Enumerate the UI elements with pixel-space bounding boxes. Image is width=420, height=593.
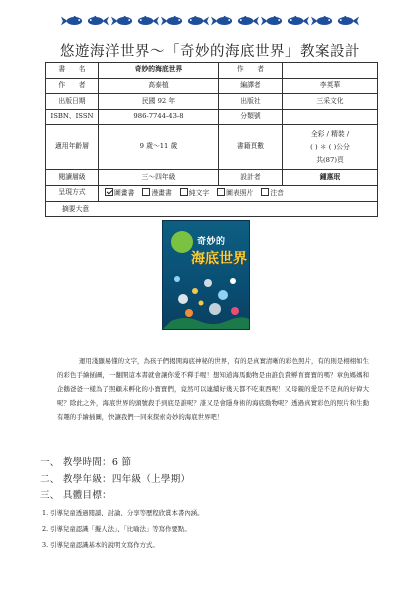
info-value: 三采文化	[283, 94, 378, 110]
teaching-time: 一、 教學時間：6 節	[40, 457, 132, 468]
cover-title-large: 海底世界	[191, 250, 247, 267]
summary-text: 運用淺顯易懂的文字，為孩子們揭開海底神秘的世界，有的是真實清晰的彩色照片，有的則是栩栩如生的彩色手繪插圖，一翻開這本書就會讓你愛不釋手喔！想知道海馬動物是由誰負責孵育寶寶的嗎？章魚媽媽和企鵝爸爸一樣為了照顧未孵化的小寶寶們，竟然可以連續好幾天都不吃東西呢！又母親的愛是不是真的好偉大呢？除此之外，海底世界的頭號殺手到底是誰呢？誰又是會隱身術的海底動物呢？透過真實彩色的照片和生動有趣的手繪插圖，快讓我們一同來探索奇妙的海底世界吧！	[57, 356, 369, 421]
info-label: 編譯者	[219, 78, 283, 94]
info-value: 986-7744-43-8	[99, 109, 219, 125]
info-row	[46, 170, 378, 186]
info-label: 書 名	[46, 63, 99, 79]
presentation-option	[261, 189, 284, 197]
info-row	[46, 94, 378, 110]
objectives-heading: 三、 具體目標：	[40, 490, 112, 501]
info-value: 高泰植	[99, 78, 219, 94]
presentation-option	[142, 189, 171, 197]
checked-checkbox-icon	[105, 188, 113, 196]
fish-decoration-row	[60, 14, 360, 28]
info-value: 9 歲～11 歲	[99, 125, 219, 170]
presentation-options	[99, 185, 378, 201]
cover-title-small: 奇妙的	[197, 236, 226, 247]
objective-item: 1. 引導兒童透過閱讀、討論、分享等歷程欣賞本書內涵。	[42, 508, 204, 517]
summary-row	[46, 201, 378, 217]
teaching-grade: 二、 教學年級：四年級（上學期）	[40, 473, 191, 485]
info-label: 分類號	[219, 109, 283, 125]
info-value: 三～四年級	[99, 170, 219, 186]
fish-icon	[260, 15, 285, 27]
fish-icon	[110, 15, 135, 27]
book-info-table	[45, 62, 378, 421]
designer-value: 鍾惠珉	[283, 170, 378, 186]
fish-icon	[135, 15, 160, 27]
fish-icon	[310, 15, 335, 27]
info-label: 作 者	[219, 63, 283, 79]
presentation-option-label: 圖畫書	[114, 189, 135, 198]
fish-icon	[185, 15, 210, 27]
presentation-option-label: 純文字	[188, 189, 210, 198]
fish-icon	[210, 15, 235, 27]
page-count-value	[283, 125, 378, 170]
info-label: 出版日期	[46, 94, 99, 110]
checkbox-icon	[180, 188, 188, 196]
info-label: 呈現方式	[46, 185, 99, 201]
lesson-plan	[40, 455, 204, 553]
checkbox-icon	[217, 188, 225, 196]
info-value: 李英華	[283, 78, 378, 94]
page-title: 悠遊海洋世界～「奇妙的海底世界」教案設計	[60, 44, 360, 60]
presentation-option	[180, 189, 209, 197]
page-count-line: 全彩 / 精裝 /	[310, 129, 350, 138]
info-label: 閱讀層級	[46, 170, 99, 186]
book-cover-image	[162, 220, 250, 330]
fish-icon	[285, 15, 310, 27]
fish-icon	[160, 15, 185, 27]
fish-icon	[235, 15, 260, 27]
info-label: 作 者	[46, 78, 99, 94]
presentation-option	[105, 189, 134, 197]
info-value	[283, 63, 378, 79]
info-value	[283, 109, 378, 125]
info-label: 出版社	[219, 94, 283, 110]
fish-icon	[335, 15, 360, 27]
info-label: 設計者	[219, 170, 283, 186]
info-row	[46, 185, 378, 201]
fish-icon	[85, 15, 110, 27]
checkbox-icon	[261, 188, 269, 196]
info-row	[46, 63, 378, 79]
info-row	[46, 78, 378, 94]
info-value: 奇妙的海底世界	[99, 63, 219, 79]
presentation-option-label: 漫畫書	[151, 189, 172, 198]
summary-cell	[46, 201, 378, 421]
checkbox-icon	[142, 188, 150, 196]
info-label: 適用年齡層	[46, 125, 99, 170]
info-label: ISBN、ISSN	[46, 109, 99, 125]
objective-item: 3. 引導兒童認識基本的說明文寫作方式。	[42, 540, 159, 549]
info-row	[46, 125, 378, 170]
info-row	[46, 109, 378, 125]
objective-item: 2. 引導兒童認識「擬人法」、「比喻法」等寫作要點。	[42, 524, 191, 533]
presentation-option-label: 注音	[270, 189, 284, 198]
publisher-badge	[171, 231, 193, 253]
page-count-line: ( ) ＊ ( )公分	[310, 142, 350, 151]
summary-heading: 摘要大意	[62, 204, 90, 213]
presentation-option	[217, 189, 253, 197]
info-value: 民國 92 年	[99, 94, 219, 110]
fish-icon	[60, 15, 85, 27]
presentation-option-label: 圖表照片	[226, 189, 254, 198]
page-count-line: 共(87)頁	[316, 155, 344, 164]
info-label: 書籍頁數	[219, 125, 283, 170]
